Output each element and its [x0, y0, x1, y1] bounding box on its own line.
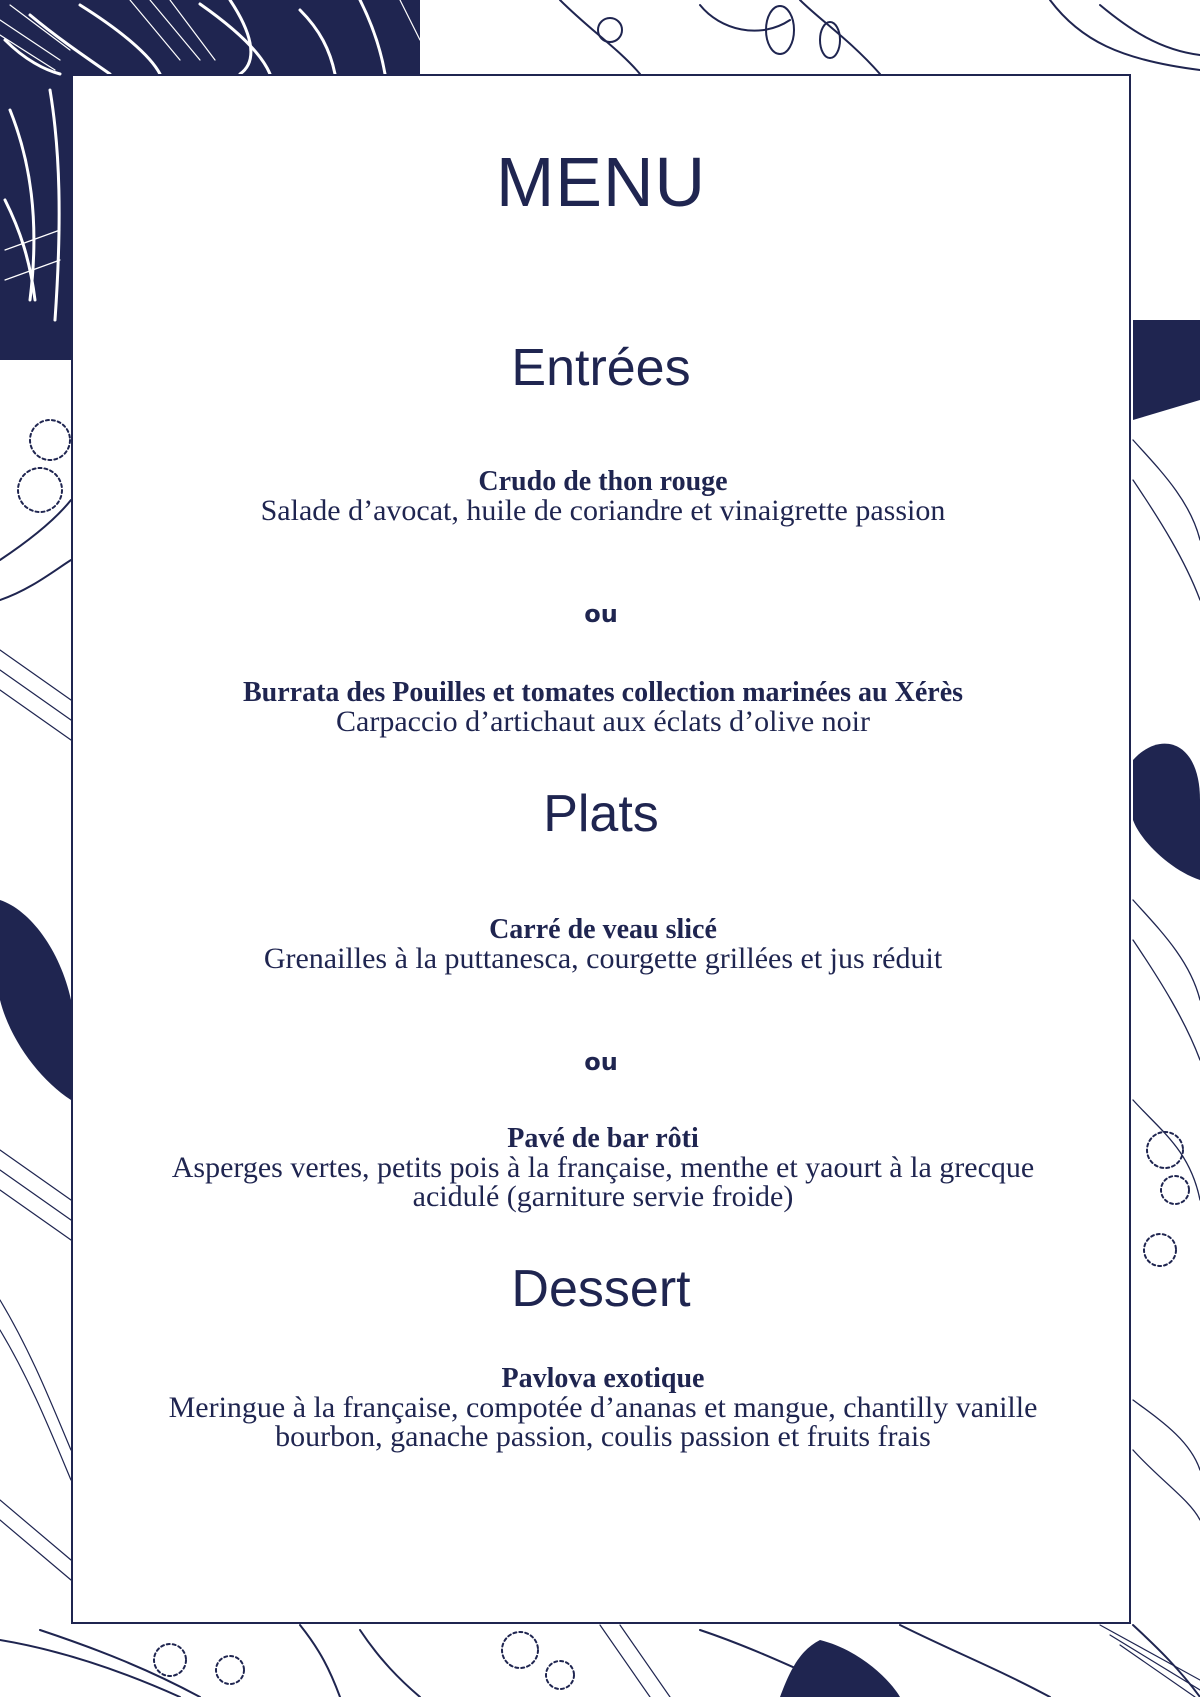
section-heading-entrees: Entrées — [511, 339, 691, 397]
section-heading-plats: Plats — [543, 785, 659, 843]
dish-name: Pavlova exotique — [501, 1363, 705, 1394]
dish-description: Meringue à la française, compotée d’ananas et mangue, chantilly vanille bourbon, ganache passion, coulis passion et fruits frais — [168, 1391, 1038, 1453]
dish-description: Asperges vertes, petits pois à la française, menthe et yaourt à la grecque acidulé (garniture servie froide) — [171, 1151, 1035, 1213]
menu-card — [71, 74, 1131, 1624]
or-separator: ou — [584, 600, 618, 628]
dish-description: Grenailles à la puttanesca, courgette grillées et jus réduit — [263, 942, 943, 975]
menu-title: MENU — [495, 143, 707, 221]
dish-item — [133, 1365, 1073, 1451]
or-separator: ou — [584, 1048, 618, 1076]
dish-item — [113, 916, 1093, 973]
dish-item — [113, 679, 1093, 736]
dish-item — [113, 468, 1093, 525]
dish-item — [143, 1125, 1063, 1211]
dish-description: Carpaccio d’artichaut aux éclats d’olive noir — [336, 705, 870, 738]
dish-description: Salade d’avocat, huile de coriandre et vinaigrette passion — [260, 494, 946, 527]
section-heading-dessert: Dessert — [511, 1260, 691, 1318]
dish-name: Pavé de bar rôti — [507, 1123, 699, 1154]
dish-name: Burrata des Pouilles et tomates collection marinées au Xérès — [242, 677, 964, 708]
dish-name: Carré de veau slicé — [489, 914, 717, 945]
dish-name: Crudo de thon rouge — [478, 466, 728, 497]
